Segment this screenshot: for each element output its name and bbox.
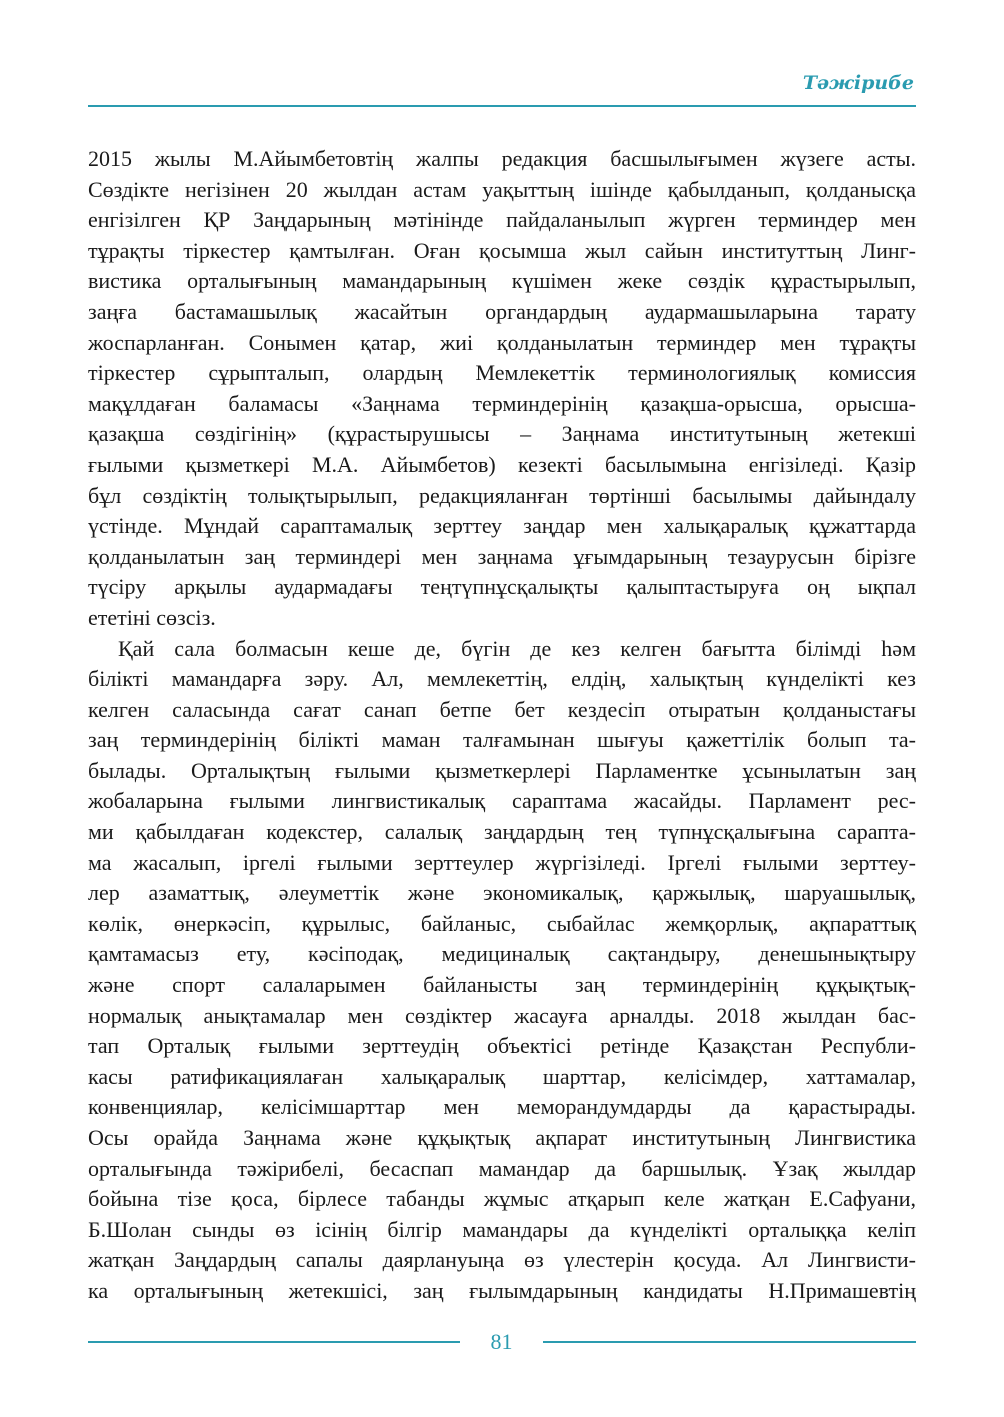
body-text (88, 144, 916, 1307)
running-header-title: Тәжірибе (802, 72, 914, 94)
text-line: лер азаматтық, әлеуметтік және экономикалық, қаржылық, шаруашылық, (88, 880, 916, 906)
footer-divider-left (88, 1341, 460, 1343)
text-line: жатқан Заңдардың сапалы даярлануыңа өз үлестерін қосуда. Ал Лингвисти- (88, 1247, 916, 1273)
text-line: ететіні сөзсіз. (88, 604, 216, 630)
text-line: 2015 жылы М.Айымбетовтің жалпы редакция басшылығымен жүзеге асты. (88, 146, 916, 171)
text-line: Сөздікте негізінен 20 жылдан астам уақыттың ішінде қабылданып, қолданысқа (88, 176, 916, 202)
text-line: түсіру арқылы аудармадағы теңтүпнұсқалықты қалыптастыруға оң ықпал (88, 574, 916, 600)
text-line: енгізілген ҚР Заңдарының мәтінінде пайдаланылып жүрген терминдер мен (88, 207, 916, 233)
text-line: былады. Орталықтың ғылыми қызметкерлері Парламентке ұсынылатын заң (88, 757, 916, 783)
footer-divider-right (543, 1341, 916, 1343)
text-line: ғылыми қызметкері М.А. Айымбетов) кезекті басылымына енгізіледі. Қазір (88, 451, 916, 477)
text-line: конвенциялар, келісімшарттар мен меморандумдарды да қарастырады. (88, 1094, 916, 1120)
text-line: нормалық анықтамалар мен сөздіктер жасауға арналды. 2018 жылдан бас- (88, 1002, 916, 1028)
text-line: үстінде. Мұндай сараптамалық зерттеу заңдар мен халықаралық құжаттарда (88, 513, 916, 539)
text-line: қазақша сөздігінің» (құрастырушысы – Заңнама институтының жетекші (88, 421, 916, 447)
text-line: касы ратификациялаған халықаралық шарттар, келісімдер, хаттамалар, (88, 1063, 916, 1089)
text-line: тап Орталық ғылыми зерттеудің объектісі ретінде Қазақстан Республи- (88, 1033, 916, 1059)
text-line: бұл сөздіктің толықтырылып, редакцияланған төртінші басылымы дайындалу (88, 482, 916, 508)
text-line: ка орталығының жетекшісі, заң ғылымдарының кандидаты Н.Примашевтің (88, 1277, 916, 1303)
text-line: жоспарланған. Сонымен қатар, жиі қолданылатын терминдер мен тұрақты (88, 329, 916, 355)
text-line: қолданылатын заң терминдері мен заңнама ұғымдарының тезаурусын бірізге (88, 543, 916, 569)
text-line: орталығында тәжірибелі, бесаспап мамандар да баршылық. Ұзақ жылдар (88, 1155, 916, 1181)
text-line: қамтамасыз ету, кәсіподақ, медициналық сақтандыру, денешынықтыру (88, 941, 916, 967)
text-line: тіркестер сұрыпталып, олардың Мемлекеттік терминологиялық комиссия (88, 360, 916, 386)
text-line: келген саласында сағат санап бетпе бет кездесіп отыратын қолданыстағы (88, 696, 916, 722)
text-line: ма жасалып, іргелі ғылыми зерттеулер жүргізіледі. Іргелі ғылыми зерттеу- (88, 849, 916, 875)
text-line: тұрақты тіркестер қамтылған. Оған қосымша жыл сайын институттың Линг- (88, 237, 916, 263)
text-line: Осы орайда Заңнама және құқықтық ақпарат институтының Лингвистика (88, 1125, 916, 1150)
text-line: вистика орталығының мамандарының күшімен жеке сөздік құрастырылып, (88, 268, 916, 294)
text-line: білікті мамандарға зәру. Ал, мемлекеттің, елдің, халықтың күнделікті кез (88, 666, 916, 692)
text-line: бойына тізе қоса, бірлесе табанды жұмыс атқарып келе жатқан Е.Сафуани, (88, 1186, 916, 1212)
text-line: заң терминдерінің білікті маман талғамынан шығуы қажеттілік болып та- (88, 727, 916, 753)
paragraph-2 (88, 634, 916, 1307)
header-divider (88, 105, 916, 107)
paragraph-1 (88, 144, 916, 634)
text-line: жобаларына ғылыми лингвистикалық сараптама жасайды. Парламент рес- (88, 788, 916, 814)
text-line: мақұлдаған баламасы «Заңнама терминдерінің қазақша-орысша, орысша- (88, 390, 916, 416)
text-line: Б.Шолан сынды өз ісінің білгір мамандары да күнделікті орталыққа келіп (88, 1216, 916, 1242)
text-line: көлік, өнеркәсіп, құрылыс, байланыс, сыбайлас жемқорлық, ақпараттық (88, 910, 916, 936)
text-line: ми қабылдаған кодекстер, салалық заңдардың тең түпнұсқалығына сарапта- (88, 819, 916, 845)
text-line: және спорт салаларымен байланысты заң терминдерінің құқықтық- (88, 972, 916, 998)
text-line: Қай сала болмасын кеше де, бүгін де кез келген бағытта білімді һәм (118, 635, 916, 661)
text-line: заңға бастамашылық жасайтын органдардың аудармашыларына тарату (88, 298, 916, 324)
page-number: 81 (490, 1329, 513, 1354)
